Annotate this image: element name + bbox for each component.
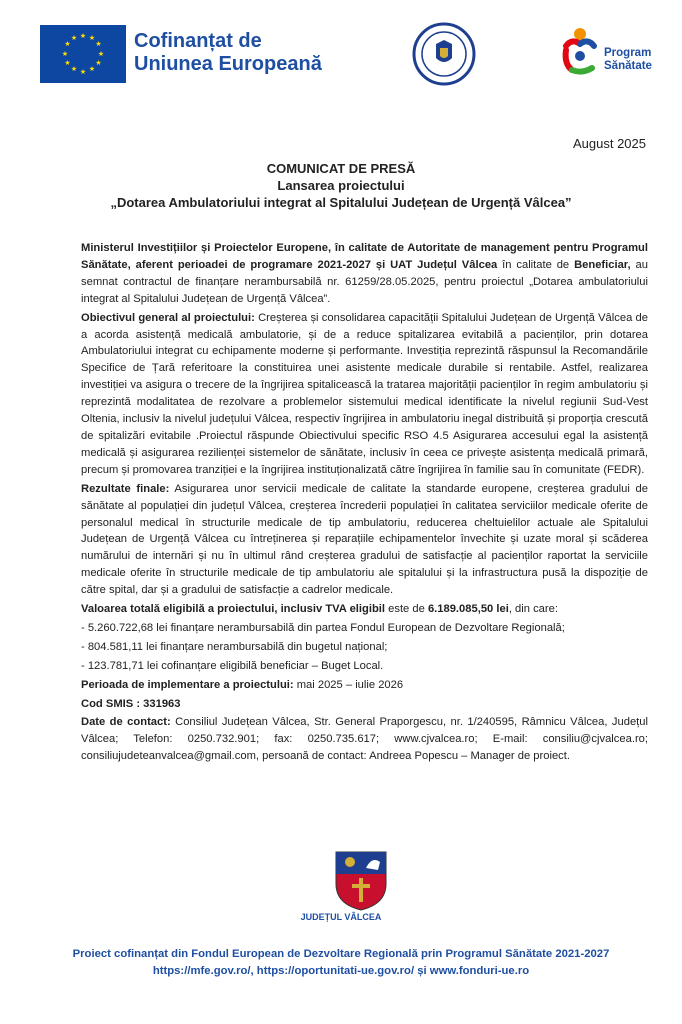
period-paragraph	[0, 677, 682, 694]
value-mid: este de	[385, 603, 428, 616]
results-paragraph	[0, 481, 682, 599]
svg-text:★: ★	[64, 59, 71, 67]
title-line2: Lansarea proiectului	[277, 178, 405, 193]
intro-rest: au semnat contractul de finanțare nerambursabilă nr. 61259/28.05.2025, pentru proiectul „Dotarea ambulatoriului integrat al Spitalului Județean de Urgență Vâlcea”.	[81, 258, 648, 305]
results-text: Asigurarea unor servicii medicale de calitate la standarde europene, creșterea gradului de sănătate al populației din județul Vâlcea, creșterea încrederii populației în calitatea serviciilor medicale oferite de personalul medical în structurile medicale de tip ambulatoriu, reducerea cheltuielilor actuale ale Spitalului Județean de Urgență Vâlcea cu întreținerea și reparațiile echipamentelor învechite și uzate moral și scăderea numărului de internări și nu în ultimul rând creșterea gradului de satisfacție al pacienților raportat la serviciile medicale oferite în structurile medicale de tip ambulatoriu ale spitalului și la infrastructura pusă la dispoziție de către spital, dar și a gradului de satisfacție a cadrelor medicale.	[81, 482, 648, 597]
value-amount: 6.189.085,50 lei	[427, 603, 509, 616]
svg-text:★: ★	[95, 40, 102, 48]
svg-text:★: ★	[88, 34, 96, 42]
eu-flag-icon	[40, 25, 126, 83]
intro-paragraph	[0, 240, 682, 308]
svg-text:★: ★	[70, 34, 78, 42]
svg-text:★: ★	[70, 65, 78, 73]
svg-text:★: ★	[88, 65, 96, 73]
footer-line1: Proiect cofinanțat din Fondul European de Dezvoltare Regională prin Programul Sănătate 2021-2027	[72, 948, 610, 960]
svg-text:★: ★	[95, 59, 102, 67]
press-release-title	[0, 160, 682, 211]
value-paragraph	[0, 601, 682, 618]
contact-label: Date de contact:	[81, 716, 171, 729]
footer	[0, 946, 682, 980]
objective-text: Creșterea și consolidarea capacității Spitalului Județean de Urgență Vâlcea de a acorda asistență medicală ambulatorie, și de a reduce spitalizarea evitabilă a pacienților, prin dotarea Ambulatoriului integrat cu echipamente moderne și performante. Investiția reprezintă răspunsul la Recomandările Specifice de Țară referitoare la constituirea unei asistente medicale durabile si rentabile. Astfel, realizarea investiției va asigura o trecere de la îngrijirea spitalicească la tratarea majorității pacienților în regim ambulatoriu și reprezintă modalitatea de rezolvare a problemelor sistemului medical identificate la nivelul regiunii Sud-Vest Oltenia, inclusiv la nivelul județului Vâlcea, respectiv îngrijirea in ambulatoriu inegal distribuită și proporția crescută de spitalizări evitabile .Proiectul răspunde Obiectivului specific RSO 4.5 Asigurarea accesului egal la asistență medicală și asigurarea rezilienței sistemelor de sănătate, inclusiv în ceea ce privește asistența medicală primară, precum și promovarea tranziției e la îngrijirea instituționalizată către îngrijirea în familie sau în comunitate (FEDR).	[81, 311, 648, 476]
intro-mid: în calitate de	[497, 258, 575, 271]
press-release-body	[0, 240, 682, 767]
svg-text:★: ★	[97, 50, 105, 58]
value-label: Valoarea totală eligibilă a proiectului, inclusiv TVA eligibil	[81, 603, 386, 616]
period-text: mai 2025 – iulie 2026	[293, 678, 404, 691]
svg-text:★: ★	[64, 40, 71, 48]
results-label: Rezultate finale:	[81, 482, 170, 495]
romanian-government-seal-icon	[412, 22, 476, 86]
objective-label: Obiectivul general al proiectului:	[81, 311, 255, 324]
intro-beneficiar: Beneficiar,	[574, 258, 631, 271]
contact-text: Consiliul Județean Vâlcea, Str. General Praporgescu, nr. 1/240595, Râmnicu Vâlcea, Județul Vâlcea; Telefon: 0250.732.901; fax: 0250.735.617; www.cjvalcea.ro; E-mail: consiliu@cjvalcea.ro; consiliujudeteanvalcea@gmail.com, persoană de contact: Andreea Popescu – Manager de proiect.	[81, 716, 648, 763]
program-line1: Program	[604, 47, 652, 59]
crest-label: JUDEȚUL VÂLCEA	[300, 912, 382, 922]
value-tail: , din care:	[508, 603, 558, 616]
eu-line2: Uniunea Europeană	[134, 53, 322, 75]
smis-value: Cod SMIS : 331963	[81, 697, 181, 710]
objective-paragraph	[0, 310, 682, 479]
svg-text:★: ★	[79, 68, 87, 76]
funding-item: - 123.781,71 lei cofinanțare eligibilă beneficiar – Buget Local.	[81, 659, 384, 672]
eu-cofinancing-label	[134, 30, 322, 76]
eu-line1: Cofinanțat de	[134, 30, 262, 52]
footer-links[interactable]: https://mfe.gov.ro/, https://oportunitati-ue.gov.ro/ și www.fonduri-ue.ro	[152, 965, 530, 977]
svg-text:★: ★	[61, 50, 69, 58]
funding-item: - 5.260.722,68 lei finanțare nerambursabilă din partea Fondul European de Dezvoltare Regională;	[81, 621, 565, 634]
funding-item: - 804.581,11 lei finanțare nerambursabilă din bugetul național;	[81, 640, 388, 653]
intro-bold: Ministerul Investițiilor și Proiectelor Europene, în calitate de Autoritate de management pentru Programul Sănătate, aferent perioadei de programare 2021-2027 și UAT Județul Vâlcea	[81, 242, 648, 271]
svg-text:★: ★	[79, 32, 87, 40]
valcea-county-crest-icon	[332, 848, 390, 912]
title-line3: „Dotarea Ambulatoriului integrat al Spitalului Județean de Urgență Vâlcea”	[110, 195, 572, 210]
title-line1: COMUNICAT DE PRESĂ	[266, 161, 416, 176]
contact-paragraph	[0, 714, 682, 765]
program-line2: Sănătate	[604, 60, 652, 72]
period-label: Perioada de implementare a proiectului:	[81, 678, 294, 691]
program-sanatate-label	[604, 47, 652, 73]
smis-code	[0, 696, 682, 713]
header	[0, 0, 682, 110]
document-date: August 2025	[572, 136, 646, 151]
